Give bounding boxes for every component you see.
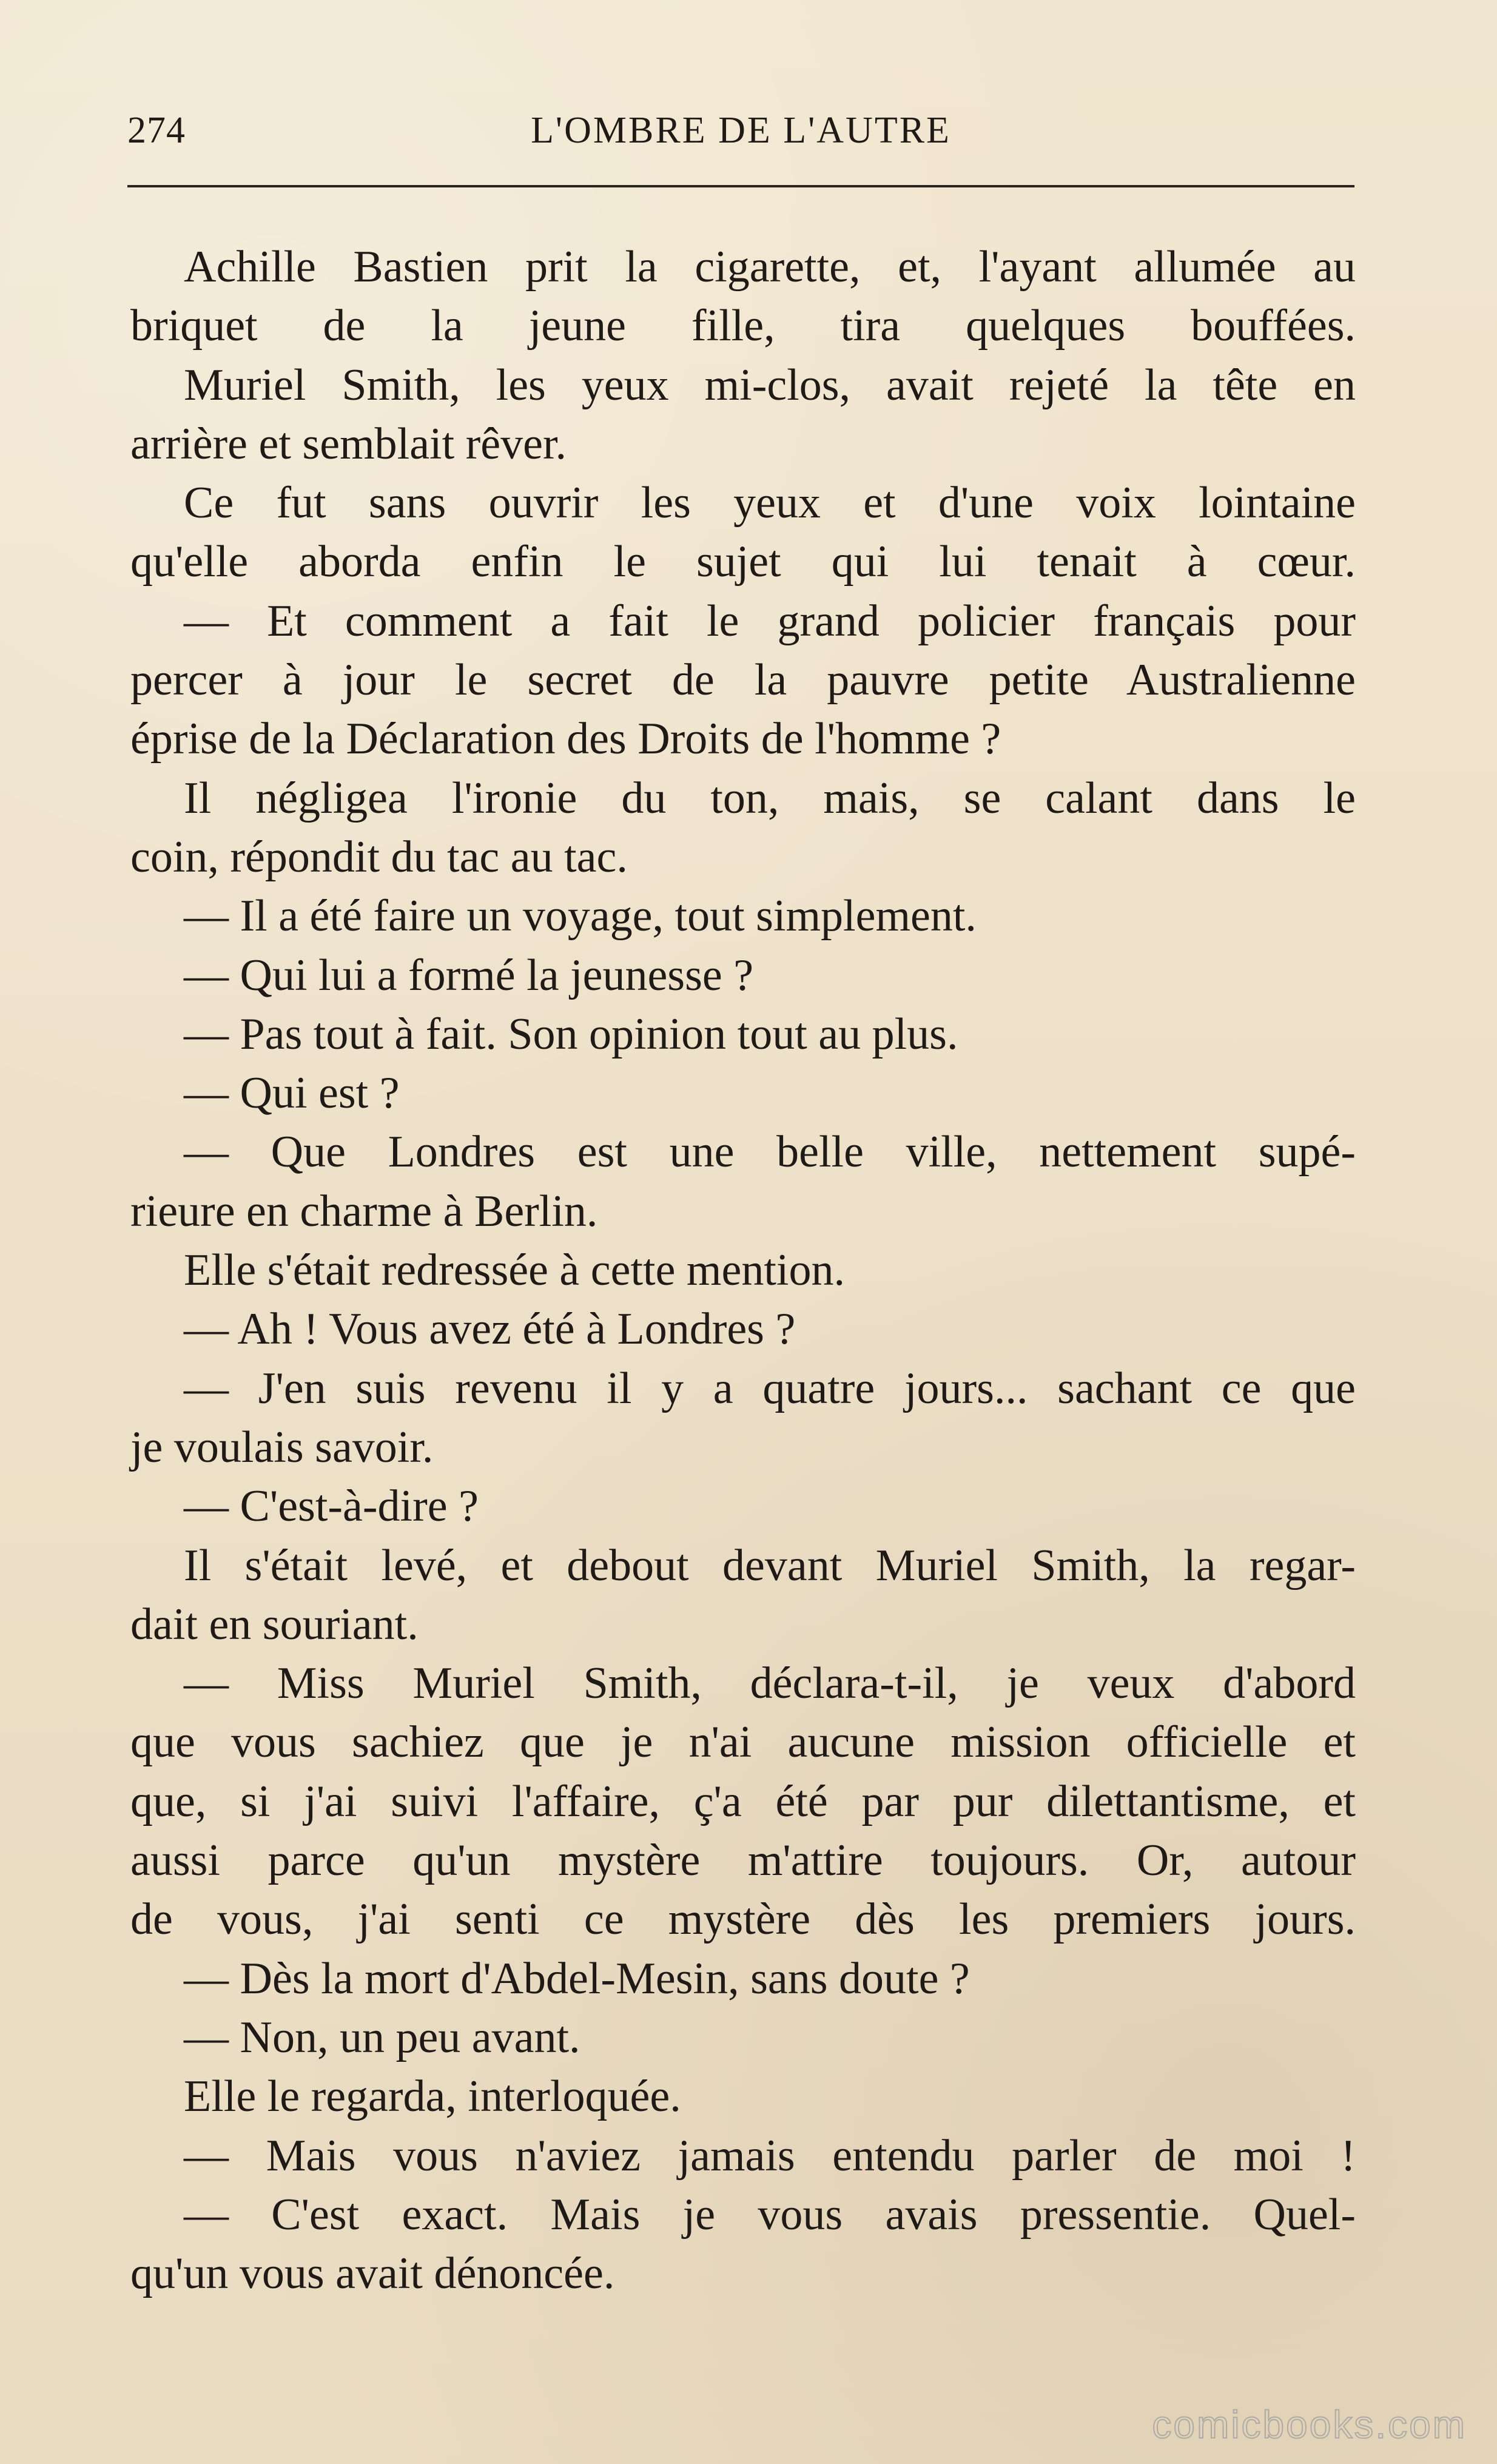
body-text (130, 238, 1356, 2303)
text-line: — Qui est ? (184, 1068, 400, 1119)
running-title: L'OMBRE DE L'AUTRE (531, 110, 951, 151)
text-line: — Que Londres est une belle ville, nettement supé- (184, 1127, 1356, 1177)
text-line: Ce fut sans ouvrir les yeux et d'une voix lointaine (184, 478, 1356, 528)
text-line: — J'en suis revenu il y a quatre jours... sachant ce que (184, 1363, 1356, 1413)
text-line: aussi parce qu'un mystère m'attire toujours. Or, autour (130, 1836, 1356, 1886)
text-line: que, si j'ai suivi l'affaire, ç'a été par pur dilettantisme, et (130, 1776, 1356, 1826)
text-line: — C'est-à-dire ? (184, 1481, 479, 1532)
text-line: — Mais vous n'aviez jamais entendu parler de moi ! (184, 2130, 1356, 2181)
text-line: de vous, j'ai senti ce mystère dès les premiers jours. (130, 1894, 1356, 1945)
text-line: Il s'était levé, et debout devant Muriel Smith, la regar- (184, 1540, 1356, 1590)
text-line: Muriel Smith, les yeux mi-clos, avait rejeté la tête en (184, 360, 1356, 410)
header-rule (127, 185, 1354, 187)
text-line: — Il a été faire un voyage, tout simplement. (184, 891, 977, 941)
text-line: je voulais savoir. (130, 1422, 434, 1472)
text-line: — Non, un peu avant. (184, 2012, 580, 2062)
text-line: — Et comment a fait le grand policier français pour (184, 596, 1356, 646)
text-line: percer à jour le secret de la pauvre petite Australienne (130, 655, 1356, 705)
text-line: — Pas tout à fait. Son opinion tout au plus. (184, 1009, 958, 1059)
text-line: — Miss Muriel Smith, déclara-t-il, je veux d'abord (184, 1658, 1356, 1709)
text-line: — C'est exact. Mais je vous avais pressentie. Quel- (184, 2189, 1356, 2240)
page-number: 274 (127, 110, 186, 151)
text-line: coin, répondit du tac au tac. (130, 832, 628, 882)
watermark: comicbooks.com (1152, 2403, 1467, 2446)
page-header (127, 109, 1354, 164)
text-line: Elle le regarda, interloquée. (184, 2072, 681, 2122)
text-line: rieure en charme à Berlin. (130, 1186, 598, 1236)
text-line: Il négligea l'ironie du ton, mais, se calant dans le (184, 773, 1356, 823)
text-line: arrière et semblait rêver. (130, 419, 567, 469)
text-line: éprise de la Déclaration des Droits de l'homme ? (130, 714, 1001, 764)
text-line: qu'elle aborda enfin le sujet qui lui tenait à cœur. (130, 537, 1356, 587)
text-line: briquet de la jeune fille, tira quelques bouffées. (130, 301, 1356, 351)
text-line: — Ah ! Vous avez été à Londres ? (184, 1304, 796, 1355)
text-line: Elle s'était redressée à cette mention. (184, 1245, 845, 1296)
text-line: — Dès la mort d'Abdel-Mesin, sans doute ? (184, 1953, 970, 2004)
text-line: Achille Bastien prit la cigarette, et, l'ayant allumée au (184, 242, 1356, 292)
text-line: — Qui lui a formé la jeunesse ? (184, 950, 754, 1000)
text-line: que vous sachiez que je n'ai aucune mission officielle et (130, 1717, 1356, 1768)
text-line: dait en souriant. (130, 1599, 419, 1649)
text-line: qu'un vous avait dénoncée. (130, 2249, 615, 2299)
